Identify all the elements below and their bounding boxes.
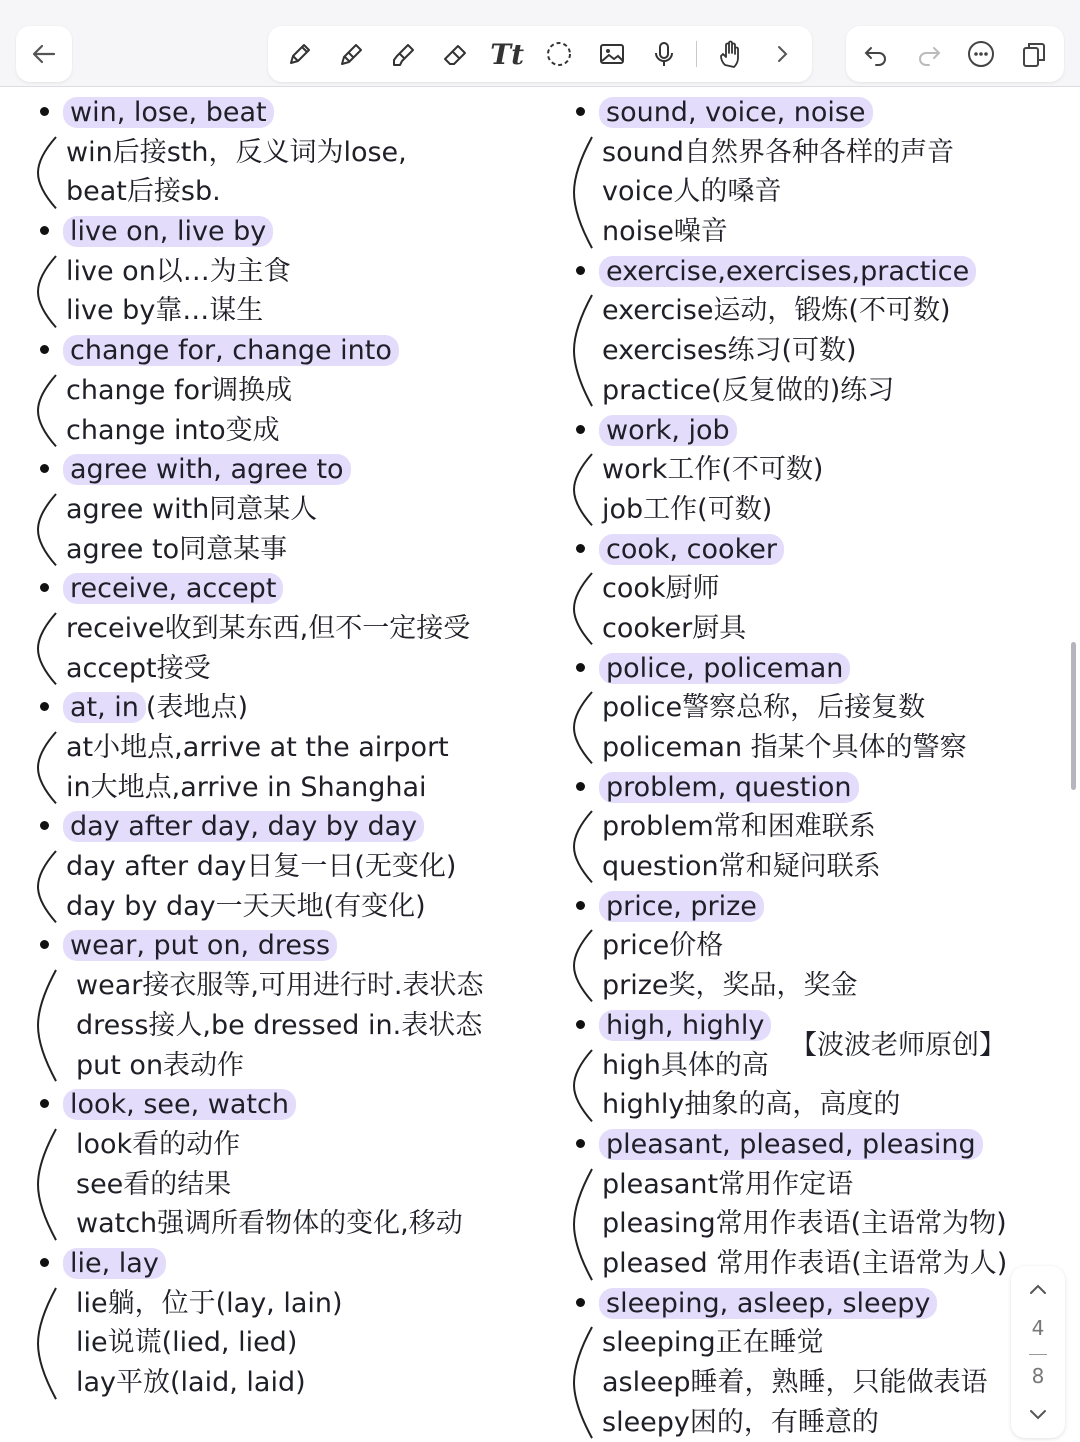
explanation-line: accept接受 [66, 652, 211, 684]
entry-explanation [572, 569, 1042, 648]
entry-explanation [36, 966, 546, 1085]
explanation-line: prize奖，奖品，奖金 [602, 970, 858, 1002]
page-divider [1029, 1354, 1047, 1355]
bullet-icon [576, 544, 585, 553]
author-tag: 【波波老师原创】 [790, 1030, 1006, 1061]
entry-explanation [572, 1165, 1042, 1284]
highlighter-icon [388, 39, 418, 69]
explanation-line: asleep睡着，熟睡，只能做表语 [602, 1367, 988, 1398]
text-tool-button[interactable] [487, 34, 527, 74]
toolbar-divider [696, 41, 697, 67]
notes-left-column [36, 93, 546, 1403]
eraser-icon [440, 39, 470, 69]
entry-heading [36, 212, 546, 252]
explanation-line: question常和疑问联系 [602, 851, 881, 883]
explanation-line: day after day日复一日(无变化) [66, 851, 457, 883]
explanation-line: high具体的高 [602, 1049, 769, 1081]
highlighted-term: pleasant, pleased, pleasing [599, 1129, 983, 1160]
explanation-line: day by day一天天地(有变化) [66, 890, 426, 922]
explanation-line: police警察总称，后接复数 [602, 692, 926, 724]
entry-heading [572, 887, 1042, 927]
explanation-line: lie说谎(lied, lied) [76, 1327, 298, 1359]
explanation-line: pleasant常用作定语 [602, 1168, 854, 1200]
more-icon [966, 39, 996, 69]
entry-explanation [572, 133, 1042, 252]
explanation-line: at小地点,arrive at the airport [66, 732, 449, 763]
explanation-line: look看的动作 [76, 1128, 241, 1160]
entry-heading [572, 93, 1042, 133]
entry-explanation [572, 807, 1042, 886]
actions-group [846, 26, 1064, 82]
entry-heading [36, 93, 546, 133]
highlighted-term: wear, put on, dress [63, 930, 337, 961]
redo-button[interactable] [909, 34, 949, 74]
explanation-line: noise噪音 [602, 216, 728, 248]
entry-explanation [572, 688, 1042, 767]
explanation-line: win后接sth，反义词为lose, [66, 136, 407, 168]
entry-explanation [572, 450, 1042, 529]
entry-explanation [36, 133, 546, 212]
highlighted-term: exercise,exercises,practice [599, 256, 976, 287]
term-suffix: (表地点) [145, 692, 248, 724]
bullet-icon [576, 107, 585, 116]
explanation-line: watch强调所看物体的变化,移动 [76, 1208, 463, 1240]
entry-heading [36, 1085, 546, 1125]
highlighted-term: sound, voice, noise [599, 97, 873, 128]
explanation-line: cooker厨具 [602, 612, 747, 644]
entry-heading [36, 926, 546, 966]
entry-explanation [36, 609, 546, 688]
back-button[interactable] [16, 26, 72, 82]
entry-heading [36, 807, 546, 847]
eraser-tool-button[interactable] [435, 34, 475, 74]
explanation-line: cook厨师 [602, 573, 720, 605]
bullet-icon [576, 901, 585, 910]
highlighter-tool-button[interactable] [383, 34, 423, 74]
pen-tool-button[interactable] [278, 34, 318, 74]
explanation-line: agree to同意某事 [66, 533, 288, 565]
entry-heading [572, 411, 1042, 451]
explanation-line: live on以…为主食 [66, 255, 291, 287]
entry-explanation [36, 728, 546, 807]
bullet-icon [576, 1298, 585, 1307]
entry-heading [572, 1284, 1042, 1324]
highlighted-term: police, policeman [599, 653, 850, 684]
explanation-line: dress接人,be dressed in.表状态 [76, 1009, 483, 1041]
entry-explanation [36, 1284, 546, 1403]
image-icon [597, 39, 627, 69]
explanation-line: job工作(可数) [602, 493, 773, 525]
explanation-line: put on表动作 [76, 1049, 245, 1081]
highlighted-term: day after day, day by day [63, 811, 424, 842]
explanation-line: lay平放(laid, laid) [76, 1367, 306, 1398]
highlighted-term: high, highly [599, 1010, 771, 1041]
page-navigator [1011, 1266, 1065, 1438]
highlighted-term: win, lose, beat [63, 97, 274, 128]
pages-button[interactable] [1014, 34, 1054, 74]
explanation-line: change into变成 [66, 414, 280, 446]
explanation-line: change for调换成 [66, 374, 293, 406]
highlighted-term: work, job [599, 415, 737, 446]
pencil-icon [335, 39, 365, 69]
highlighted-term: change for, change into [63, 335, 399, 366]
redo-icon [914, 39, 944, 69]
undo-button[interactable] [856, 34, 896, 74]
current-page: 4 [1031, 1316, 1045, 1340]
explanation-line: pleased 常用作表语(主语常为人) [602, 1247, 1008, 1279]
back-arrow-icon [30, 40, 58, 68]
entry-explanation [572, 926, 1042, 1005]
highlighted-term: look, see, watch [63, 1089, 296, 1120]
explanation-line: price价格 [602, 930, 724, 962]
explanation-line: wear接衣服等,可用进行时.表状态 [76, 970, 484, 1002]
explanation-line: beat后接sb. [66, 176, 221, 208]
explanation-line: policeman 指某个具体的警察 [602, 732, 967, 763]
notes-right-column [572, 93, 1042, 1442]
bullet-icon [40, 1258, 49, 1267]
bullet-icon [40, 583, 49, 592]
top-toolbar [0, 0, 1080, 87]
hand-icon [715, 39, 745, 69]
lasso-tool-button[interactable] [539, 34, 579, 74]
bullet-icon [40, 107, 49, 116]
scrollbar[interactable] [1071, 642, 1076, 790]
explanation-line: exercises练习(可数) [602, 335, 857, 367]
entry-heading [36, 450, 546, 490]
microphone-tool-button[interactable] [644, 34, 684, 74]
highlighted-term: problem, question [599, 772, 859, 803]
pages-icon [1019, 39, 1049, 69]
bullet-icon [40, 226, 49, 235]
hand-tool-button[interactable] [710, 34, 750, 74]
entry-heading [36, 688, 546, 728]
tools-group [268, 26, 812, 82]
entry-explanation [36, 490, 546, 569]
undo-icon [861, 39, 891, 69]
entry-heading [572, 530, 1042, 570]
explanation-line: problem常和困难联系 [602, 811, 876, 843]
entry-explanation [36, 371, 546, 450]
entry-heading [36, 569, 546, 609]
entry-explanation [36, 847, 546, 926]
entry-heading [36, 331, 546, 371]
entry-heading [572, 252, 1042, 292]
bullet-icon [40, 1099, 49, 1108]
highlighted-term: cook, cooker [599, 534, 784, 565]
bullet-icon [40, 464, 49, 473]
bullet-icon [40, 940, 49, 949]
entry-heading [572, 649, 1042, 689]
lasso-icon [544, 39, 574, 69]
explanation-line: live by靠…谋生 [66, 295, 264, 327]
explanation-line: pleasing常用作表语(主语常为物) [602, 1208, 1007, 1240]
total-pages: 8 [1031, 1364, 1045, 1388]
entry-explanation [572, 1323, 1042, 1442]
bullet-icon [576, 1139, 585, 1148]
explanation-line: sleepy困的，有睡意的 [602, 1406, 879, 1438]
bullet-icon [576, 425, 585, 434]
text-icon: Tt [490, 37, 525, 71]
bullet-icon [576, 782, 585, 791]
more-button[interactable] [961, 34, 1001, 74]
explanation-line: agree with同意某人 [66, 493, 318, 525]
bullet-icon [40, 345, 49, 354]
bullet-icon [40, 821, 49, 830]
entry-explanation [36, 1125, 546, 1244]
highlighted-term: price, prize [599, 891, 764, 922]
explanation-line: sleeping正在睡觉 [602, 1327, 824, 1359]
explanation-line: exercise运动，锻炼(不可数) [602, 295, 951, 327]
highlighted-term: at, in [63, 692, 146, 723]
bullet-icon [576, 266, 585, 275]
chevron-down-icon[interactable] [1026, 1406, 1050, 1424]
highlighted-term: lie, lay [63, 1248, 166, 1279]
pencil-tool-button[interactable] [330, 34, 370, 74]
explanation-line: practice(反复做的)练习 [602, 374, 895, 406]
explanation-line: lie躺，位于(lay, lain) [76, 1287, 343, 1319]
explanation-line: in大地点,arrive in Shanghai [66, 771, 427, 803]
highlighted-term: receive, accept [63, 573, 283, 604]
bullet-icon [576, 663, 585, 672]
entry-heading [36, 1244, 546, 1284]
explanation-line: work工作(不可数) [602, 454, 824, 486]
entry-heading [572, 768, 1042, 808]
highlighted-term: sleeping, asleep, sleepy [599, 1288, 937, 1319]
highlighted-term: live on, live by [63, 216, 273, 247]
entry-explanation [36, 252, 546, 331]
microphone-icon [649, 39, 679, 69]
explanation-line: voice人的嗓音 [602, 176, 782, 208]
image-tool-button[interactable] [592, 34, 632, 74]
bullet-icon [40, 702, 49, 711]
bullet-icon [576, 1020, 585, 1029]
highlighted-term: agree with, agree to [63, 454, 351, 485]
explanation-line: sound自然界各种各样的声音 [602, 136, 954, 168]
entry-explanation [572, 291, 1042, 410]
pen-icon [283, 39, 313, 69]
chevron-up-icon[interactable] [1026, 1280, 1050, 1298]
explanation-line: receive收到某东西,但不一定接受 [66, 612, 471, 644]
explanation-line: see看的结果 [76, 1168, 232, 1200]
more-tools-button[interactable] [762, 34, 802, 74]
explanation-line: highly抽象的高，高度的 [602, 1089, 901, 1121]
entry-heading [572, 1125, 1042, 1165]
chevron-right-icon [767, 39, 797, 69]
